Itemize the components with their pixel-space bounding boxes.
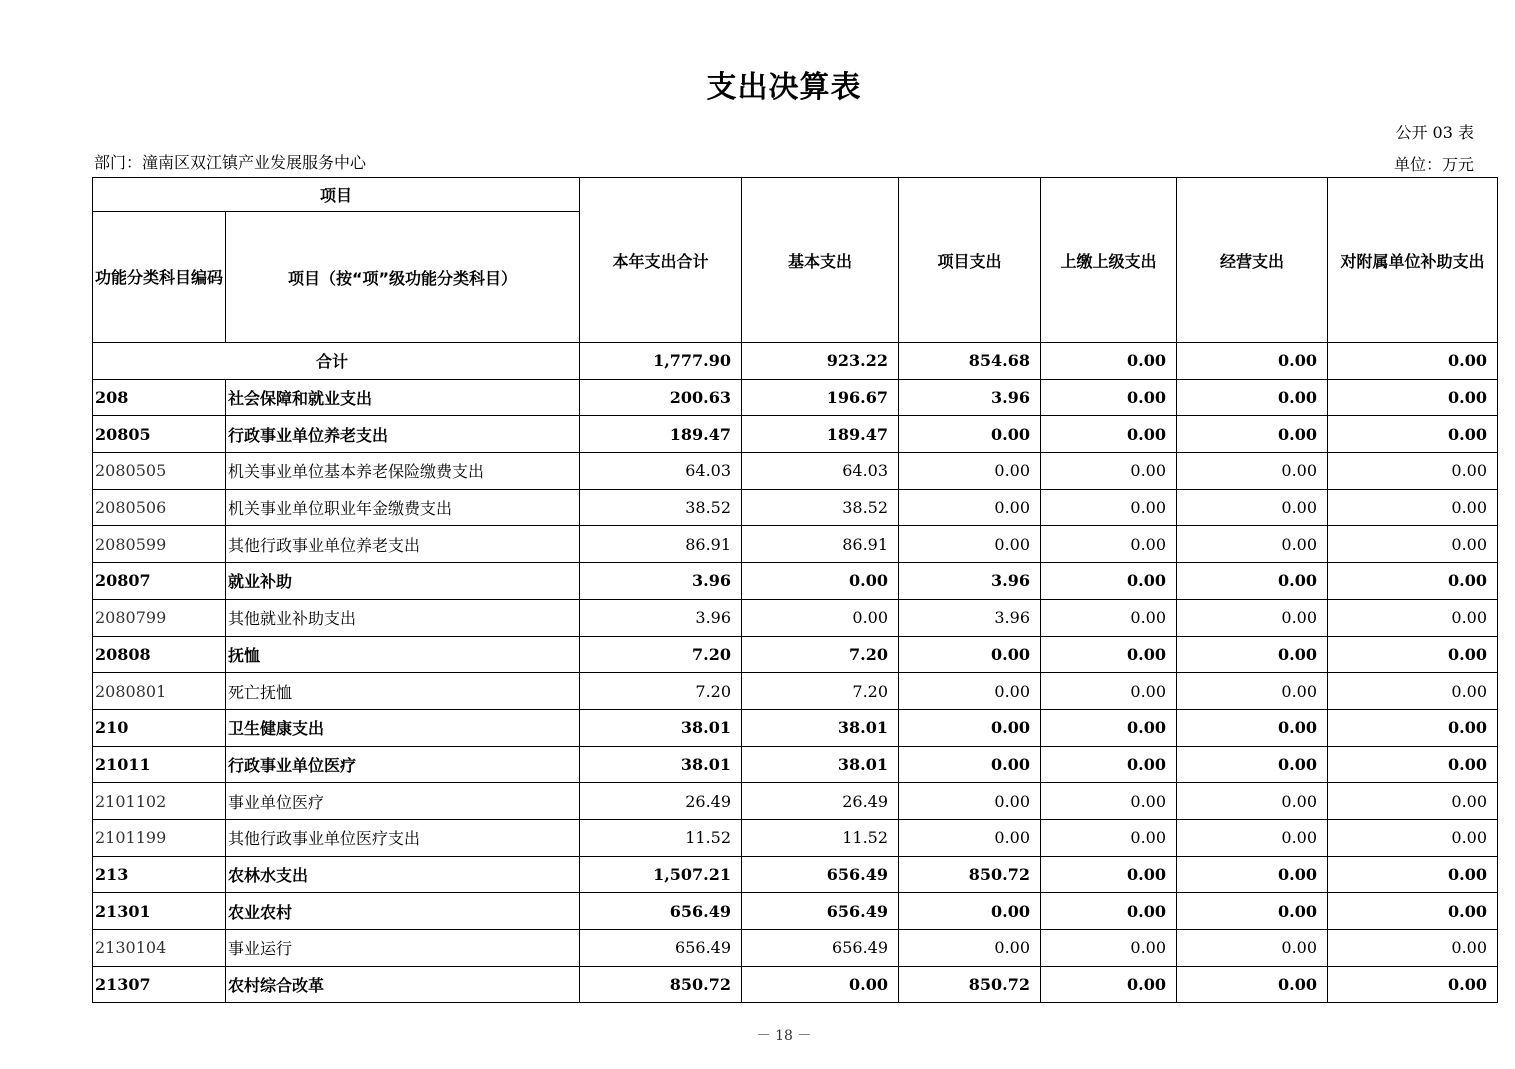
row-value: 26.49 <box>580 783 742 820</box>
total-label: 合计 <box>93 343 580 380</box>
row-value: 38.52 <box>580 489 742 526</box>
row-value: 0.00 <box>742 563 899 600</box>
row-name: 农村综合改革 <box>226 966 580 1003</box>
department-label: 部门：潼南区双江镇产业发展服务中心 <box>94 153 367 172</box>
table-row <box>93 709 1498 746</box>
row-value: 850.72 <box>580 966 742 1003</box>
row-value: 0.00 <box>1177 673 1328 710</box>
row-value: 7.20 <box>742 673 899 710</box>
row-value: 0.00 <box>742 966 899 1003</box>
row-code: 213 <box>93 856 226 893</box>
row-value: 0.00 <box>1177 783 1328 820</box>
row-value: 0.00 <box>1041 746 1177 783</box>
table-row <box>93 489 1498 526</box>
row-value: 0.00 <box>1041 636 1177 673</box>
table-row <box>93 416 1498 453</box>
row-value: 0.00 <box>899 416 1041 453</box>
row-value: 38.01 <box>742 709 899 746</box>
row-value: 0.00 <box>1328 856 1498 893</box>
header-subsidy: 对附属单位补助支出 <box>1328 178 1498 343</box>
row-value: 656.49 <box>742 930 899 967</box>
row-value: 0.00 <box>1177 709 1328 746</box>
row-code: 21301 <box>93 893 226 930</box>
row-code: 208 <box>93 379 226 416</box>
row-name: 农业农村 <box>226 893 580 930</box>
row-name: 卫生健康支出 <box>226 709 580 746</box>
row-value: 0.00 <box>1328 783 1498 820</box>
total-row <box>93 343 1498 380</box>
row-code: 20808 <box>93 636 226 673</box>
row-name: 机关事业单位基本养老保险缴费支出 <box>226 453 580 490</box>
table-row <box>93 563 1498 600</box>
header-basic: 基本支出 <box>742 178 899 343</box>
row-value: 200.63 <box>580 379 742 416</box>
row-value: 3.96 <box>580 563 742 600</box>
row-name: 行政事业单位养老支出 <box>226 416 580 453</box>
row-value: 3.96 <box>899 563 1041 600</box>
table-row <box>93 819 1498 856</box>
row-value: 0.00 <box>1041 599 1177 636</box>
row-value: 38.01 <box>580 709 742 746</box>
row-value: 0.00 <box>1328 819 1498 856</box>
unit-label: 单位：万元 <box>1393 155 1474 174</box>
row-value: 0.00 <box>1177 379 1328 416</box>
row-value: 189.47 <box>580 416 742 453</box>
row-name: 机关事业单位职业年金缴费支出 <box>226 489 580 526</box>
header-total: 本年支出合计 <box>580 178 742 343</box>
row-value: 0.00 <box>899 526 1041 563</box>
row-value: 0.00 <box>899 819 1041 856</box>
row-name: 社会保障和就业支出 <box>226 379 580 416</box>
row-value: 0.00 <box>899 746 1041 783</box>
row-value: 850.72 <box>899 966 1041 1003</box>
row-value: 0.00 <box>1041 563 1177 600</box>
row-value: 0.00 <box>1328 636 1498 673</box>
row-name: 其他就业补助支出 <box>226 599 580 636</box>
row-name: 行政事业单位医疗 <box>226 746 580 783</box>
row-value: 0.00 <box>1328 930 1498 967</box>
row-value: 0.00 <box>1177 893 1328 930</box>
row-value: 656.49 <box>580 930 742 967</box>
row-code: 2130104 <box>93 930 226 967</box>
table-row <box>93 673 1498 710</box>
row-value: 0.00 <box>1328 379 1498 416</box>
row-value: 0.00 <box>1328 709 1498 746</box>
row-value: 0.00 <box>1041 709 1177 746</box>
table-row <box>93 636 1498 673</box>
row-name: 抚恤 <box>226 636 580 673</box>
row-value: 0.00 <box>899 673 1041 710</box>
row-name: 就业补助 <box>226 563 580 600</box>
row-value: 0.00 <box>1328 416 1498 453</box>
row-value: 38.52 <box>742 489 899 526</box>
total-cell: 0.00 <box>1041 343 1177 380</box>
row-value: 0.00 <box>1041 966 1177 1003</box>
row-value: 0.00 <box>899 636 1041 673</box>
row-code: 2080505 <box>93 453 226 490</box>
table-row <box>93 599 1498 636</box>
row-value: 0.00 <box>742 599 899 636</box>
row-value: 0.00 <box>1328 453 1498 490</box>
row-value: 0.00 <box>1177 563 1328 600</box>
row-value: 0.00 <box>899 453 1041 490</box>
expenditure-table <box>92 177 1498 1003</box>
row-code: 2080801 <box>93 673 226 710</box>
row-code: 20807 <box>93 563 226 600</box>
row-value: 0.00 <box>1328 893 1498 930</box>
row-value: 7.20 <box>580 673 742 710</box>
header-code: 功能分类科目编码 <box>93 212 226 343</box>
row-value: 0.00 <box>1041 893 1177 930</box>
row-value: 0.00 <box>899 489 1041 526</box>
row-value: 0.00 <box>1177 599 1328 636</box>
row-value: 850.72 <box>899 856 1041 893</box>
row-value: 11.52 <box>580 819 742 856</box>
row-value: 0.00 <box>1177 636 1328 673</box>
row-name: 死亡抚恤 <box>226 673 580 710</box>
row-value: 26.49 <box>742 783 899 820</box>
total-cell: 0.00 <box>1177 343 1328 380</box>
row-value: 656.49 <box>742 893 899 930</box>
row-value: 11.52 <box>742 819 899 856</box>
row-value: 3.96 <box>899 379 1041 416</box>
row-code: 20805 <box>93 416 226 453</box>
header-upper: 上缴上级支出 <box>1041 178 1177 343</box>
row-value: 0.00 <box>1177 526 1328 563</box>
row-value: 0.00 <box>899 783 1041 820</box>
table-row <box>93 856 1498 893</box>
table-number: 公开 03 表 <box>1395 123 1474 142</box>
row-value: 0.00 <box>1328 673 1498 710</box>
row-value: 0.00 <box>1328 966 1498 1003</box>
header-project: 项目支出 <box>899 178 1041 343</box>
header-name: 项目（按“项”级功能分类科目） <box>226 212 580 343</box>
table-row <box>93 966 1498 1003</box>
row-value: 38.01 <box>742 746 899 783</box>
row-code: 2080506 <box>93 489 226 526</box>
row-value: 0.00 <box>1328 563 1498 600</box>
row-value: 196.67 <box>742 379 899 416</box>
table-row <box>93 379 1498 416</box>
row-code: 21011 <box>93 746 226 783</box>
row-name: 农林水支出 <box>226 856 580 893</box>
row-value: 0.00 <box>1041 489 1177 526</box>
row-value: 0.00 <box>1041 416 1177 453</box>
row-value: 0.00 <box>1177 453 1328 490</box>
row-name: 其他行政事业单位养老支出 <box>226 526 580 563</box>
row-value: 0.00 <box>899 709 1041 746</box>
row-value: 0.00 <box>1177 930 1328 967</box>
row-value: 0.00 <box>899 930 1041 967</box>
row-value: 0.00 <box>1328 599 1498 636</box>
row-value: 0.00 <box>1177 819 1328 856</box>
total-cell: 1,777.90 <box>580 343 742 380</box>
row-value: 86.91 <box>742 526 899 563</box>
row-value: 64.03 <box>580 453 742 490</box>
row-value: 0.00 <box>1041 819 1177 856</box>
row-value: 0.00 <box>1041 783 1177 820</box>
row-value: 656.49 <box>580 893 742 930</box>
row-code: 21307 <box>93 966 226 1003</box>
row-value: 0.00 <box>1177 489 1328 526</box>
row-value: 0.00 <box>1328 526 1498 563</box>
table-row <box>93 453 1498 490</box>
table-row <box>93 526 1498 563</box>
row-value: 0.00 <box>1041 930 1177 967</box>
row-value: 0.00 <box>1328 746 1498 783</box>
page-number: － 18 － <box>756 1028 812 1044</box>
row-value: 0.00 <box>1041 673 1177 710</box>
row-value: 0.00 <box>1177 746 1328 783</box>
table-row <box>93 746 1498 783</box>
header-item-group: 项目 <box>93 178 580 212</box>
row-code: 2080799 <box>93 599 226 636</box>
header-business: 经营支出 <box>1177 178 1328 343</box>
table-row <box>93 893 1498 930</box>
row-code: 2080599 <box>93 526 226 563</box>
row-code: 210 <box>93 709 226 746</box>
row-code: 2101199 <box>93 819 226 856</box>
row-value: 0.00 <box>1041 453 1177 490</box>
row-value: 0.00 <box>1177 856 1328 893</box>
row-value: 656.49 <box>742 856 899 893</box>
total-cell: 854.68 <box>899 343 1041 380</box>
row-value: 86.91 <box>580 526 742 563</box>
table-row <box>93 783 1498 820</box>
row-value: 0.00 <box>1177 966 1328 1003</box>
row-name: 事业单位医疗 <box>226 783 580 820</box>
row-value: 0.00 <box>1041 526 1177 563</box>
table-row <box>93 930 1498 967</box>
total-cell: 0.00 <box>1328 343 1498 380</box>
row-value: 0.00 <box>1041 379 1177 416</box>
row-name: 其他行政事业单位医疗支出 <box>226 819 580 856</box>
row-value: 1,507.21 <box>580 856 742 893</box>
row-value: 64.03 <box>742 453 899 490</box>
row-value: 189.47 <box>742 416 899 453</box>
row-value: 3.96 <box>580 599 742 636</box>
row-value: 0.00 <box>1328 489 1498 526</box>
row-value: 0.00 <box>1041 856 1177 893</box>
row-name: 事业运行 <box>226 930 580 967</box>
row-value: 7.20 <box>580 636 742 673</box>
row-value: 3.96 <box>899 599 1041 636</box>
row-value: 7.20 <box>742 636 899 673</box>
page-title: 支出决算表 <box>706 70 862 105</box>
row-code: 2101102 <box>93 783 226 820</box>
total-cell: 923.22 <box>742 343 899 380</box>
row-value: 38.01 <box>580 746 742 783</box>
row-value: 0.00 <box>899 893 1041 930</box>
row-value: 0.00 <box>1177 416 1328 453</box>
